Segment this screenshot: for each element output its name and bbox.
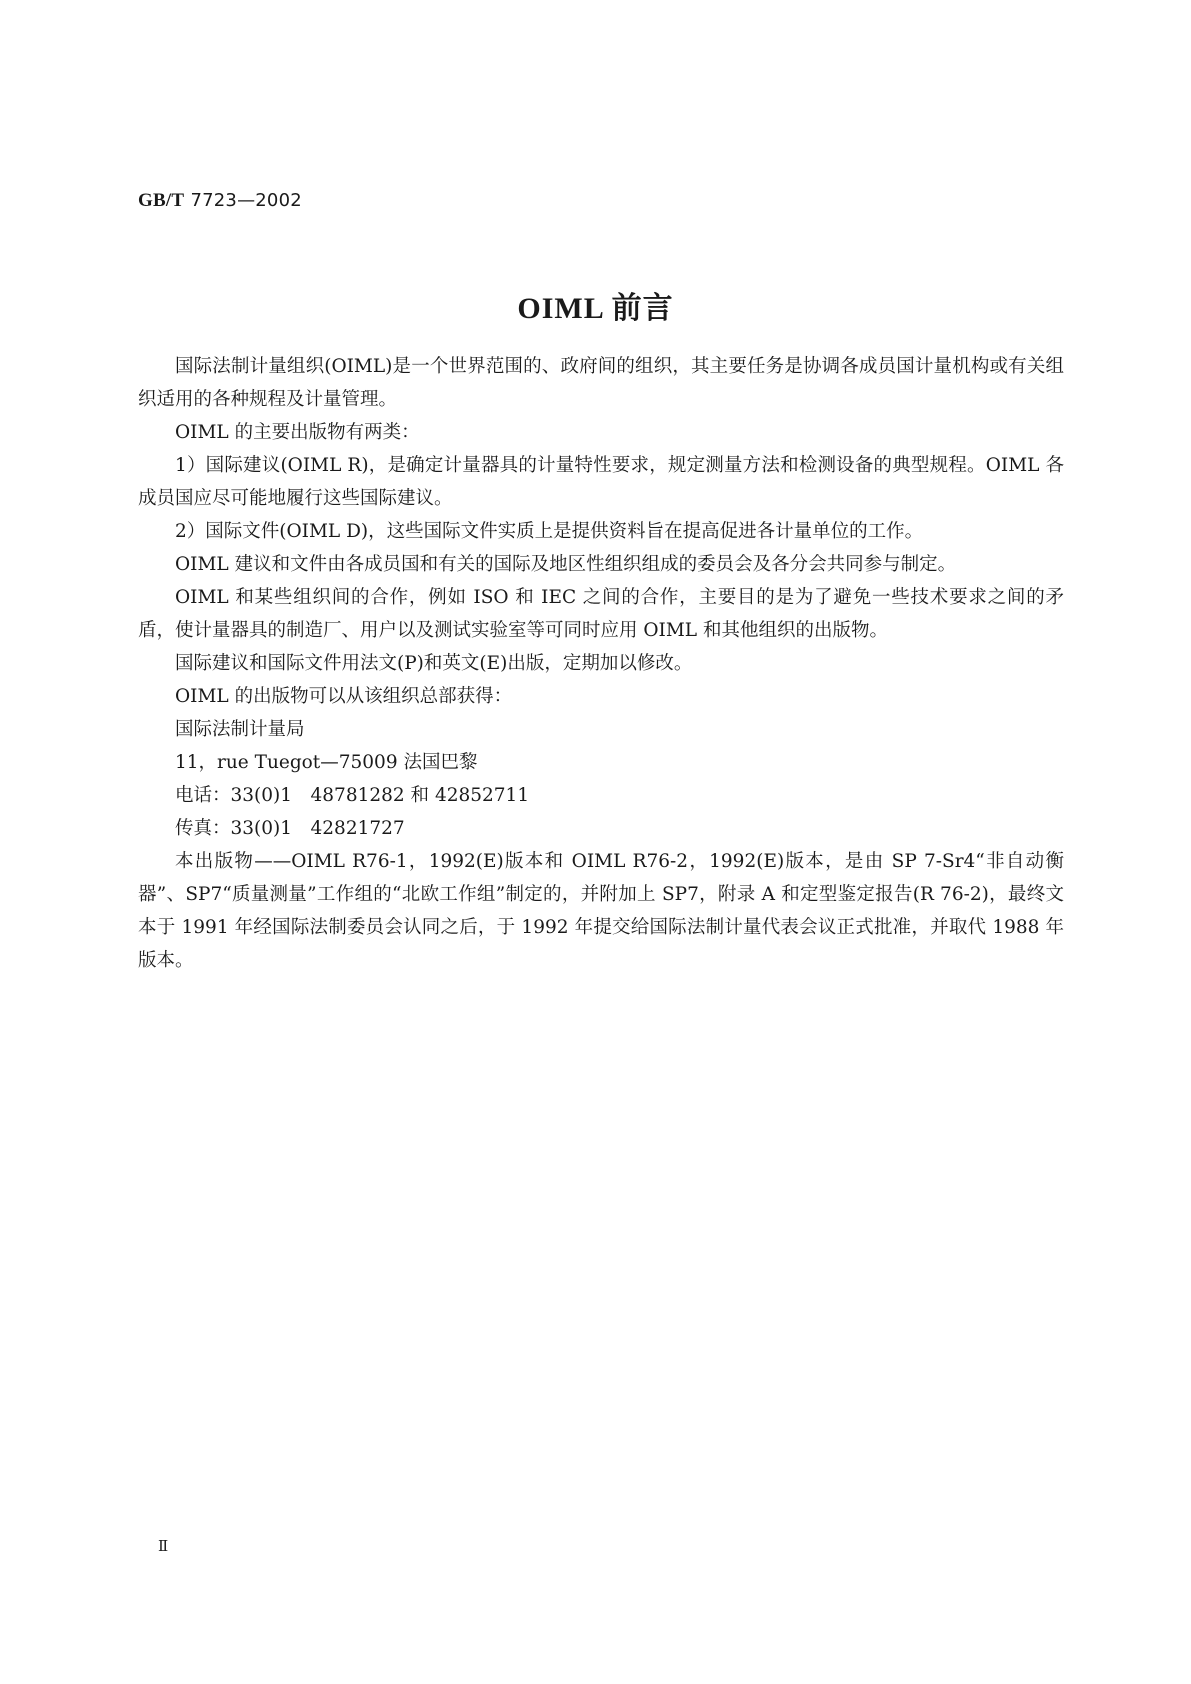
standard-number: 7723—2002 bbox=[190, 190, 302, 211]
address-line: 国际法制计量局 bbox=[175, 719, 305, 740]
paragraph: OIML 的出版物可以从该组织总部获得： bbox=[175, 686, 513, 707]
phone-line: 电话：33(0)1 48781282 和 42852711 bbox=[175, 785, 530, 806]
paragraph: 国际建议和国际文件用法文(P)和英文(E)出版，定期加以修改。 bbox=[175, 653, 693, 674]
page-number: Ⅱ bbox=[158, 1537, 169, 1555]
paragraph: 2）国际文件(OIML D)，这些国际文件实质上是提供资料旨在提高促进各计量单位的工作。 bbox=[175, 521, 924, 542]
paragraph: 国际法制计量组织(OIML)是一个世界范围的、政府间的组织，其主要任务是协调各成员国计量机构或有关组织适用的各种规程及计量管理。 bbox=[138, 356, 1064, 410]
paragraph: OIML 的主要出版物有两类： bbox=[175, 422, 420, 443]
paragraph: 本出版物——OIML R76-1，1992(E)版本和 OIML R76-2，1992(E)版本，是由 SP 7-Sr4“非自动衡器”、SP7“质量测量”工作组的“北欧工作组”制定的，并附加上 SP7，附录 A 和定型鉴定报告(R 76-2)，最终文本于 1991 年经国际法制委员会认同之后，于 1992 年提交给国际法制计量代表会议正式批准，并取代 1988 年版本。 bbox=[138, 851, 1064, 971]
standard-code: GB/T bbox=[138, 190, 185, 211]
page-title: OIML 前言 bbox=[517, 292, 674, 325]
document-body bbox=[138, 350, 1064, 977]
address-line: 11，rue Tuegot—75009 法国巴黎 bbox=[175, 752, 478, 773]
paragraph: 1）国际建议(OIML R)，是确定计量器具的计量特性要求，规定测量方法和检测设备的典型规程。OIML 各成员国应尽可能地履行这些国际建议。 bbox=[138, 455, 1064, 509]
paragraph: OIML 建议和文件由各成员国和有关的国际及地区性组织组成的委员会及各分会共同参与制定。 bbox=[175, 554, 957, 575]
paragraph: OIML 和某些组织间的合作，例如 ISO 和 IEC 之间的合作，主要目的是为了避免一些技术要求之间的矛盾，使计量器具的制造厂、用户以及测试实验室等可同时应用 OIML 和其他组织的出版物。 bbox=[138, 587, 1064, 641]
fax-line: 传真：33(0)1 42821727 bbox=[175, 818, 405, 839]
document-header bbox=[138, 189, 302, 212]
